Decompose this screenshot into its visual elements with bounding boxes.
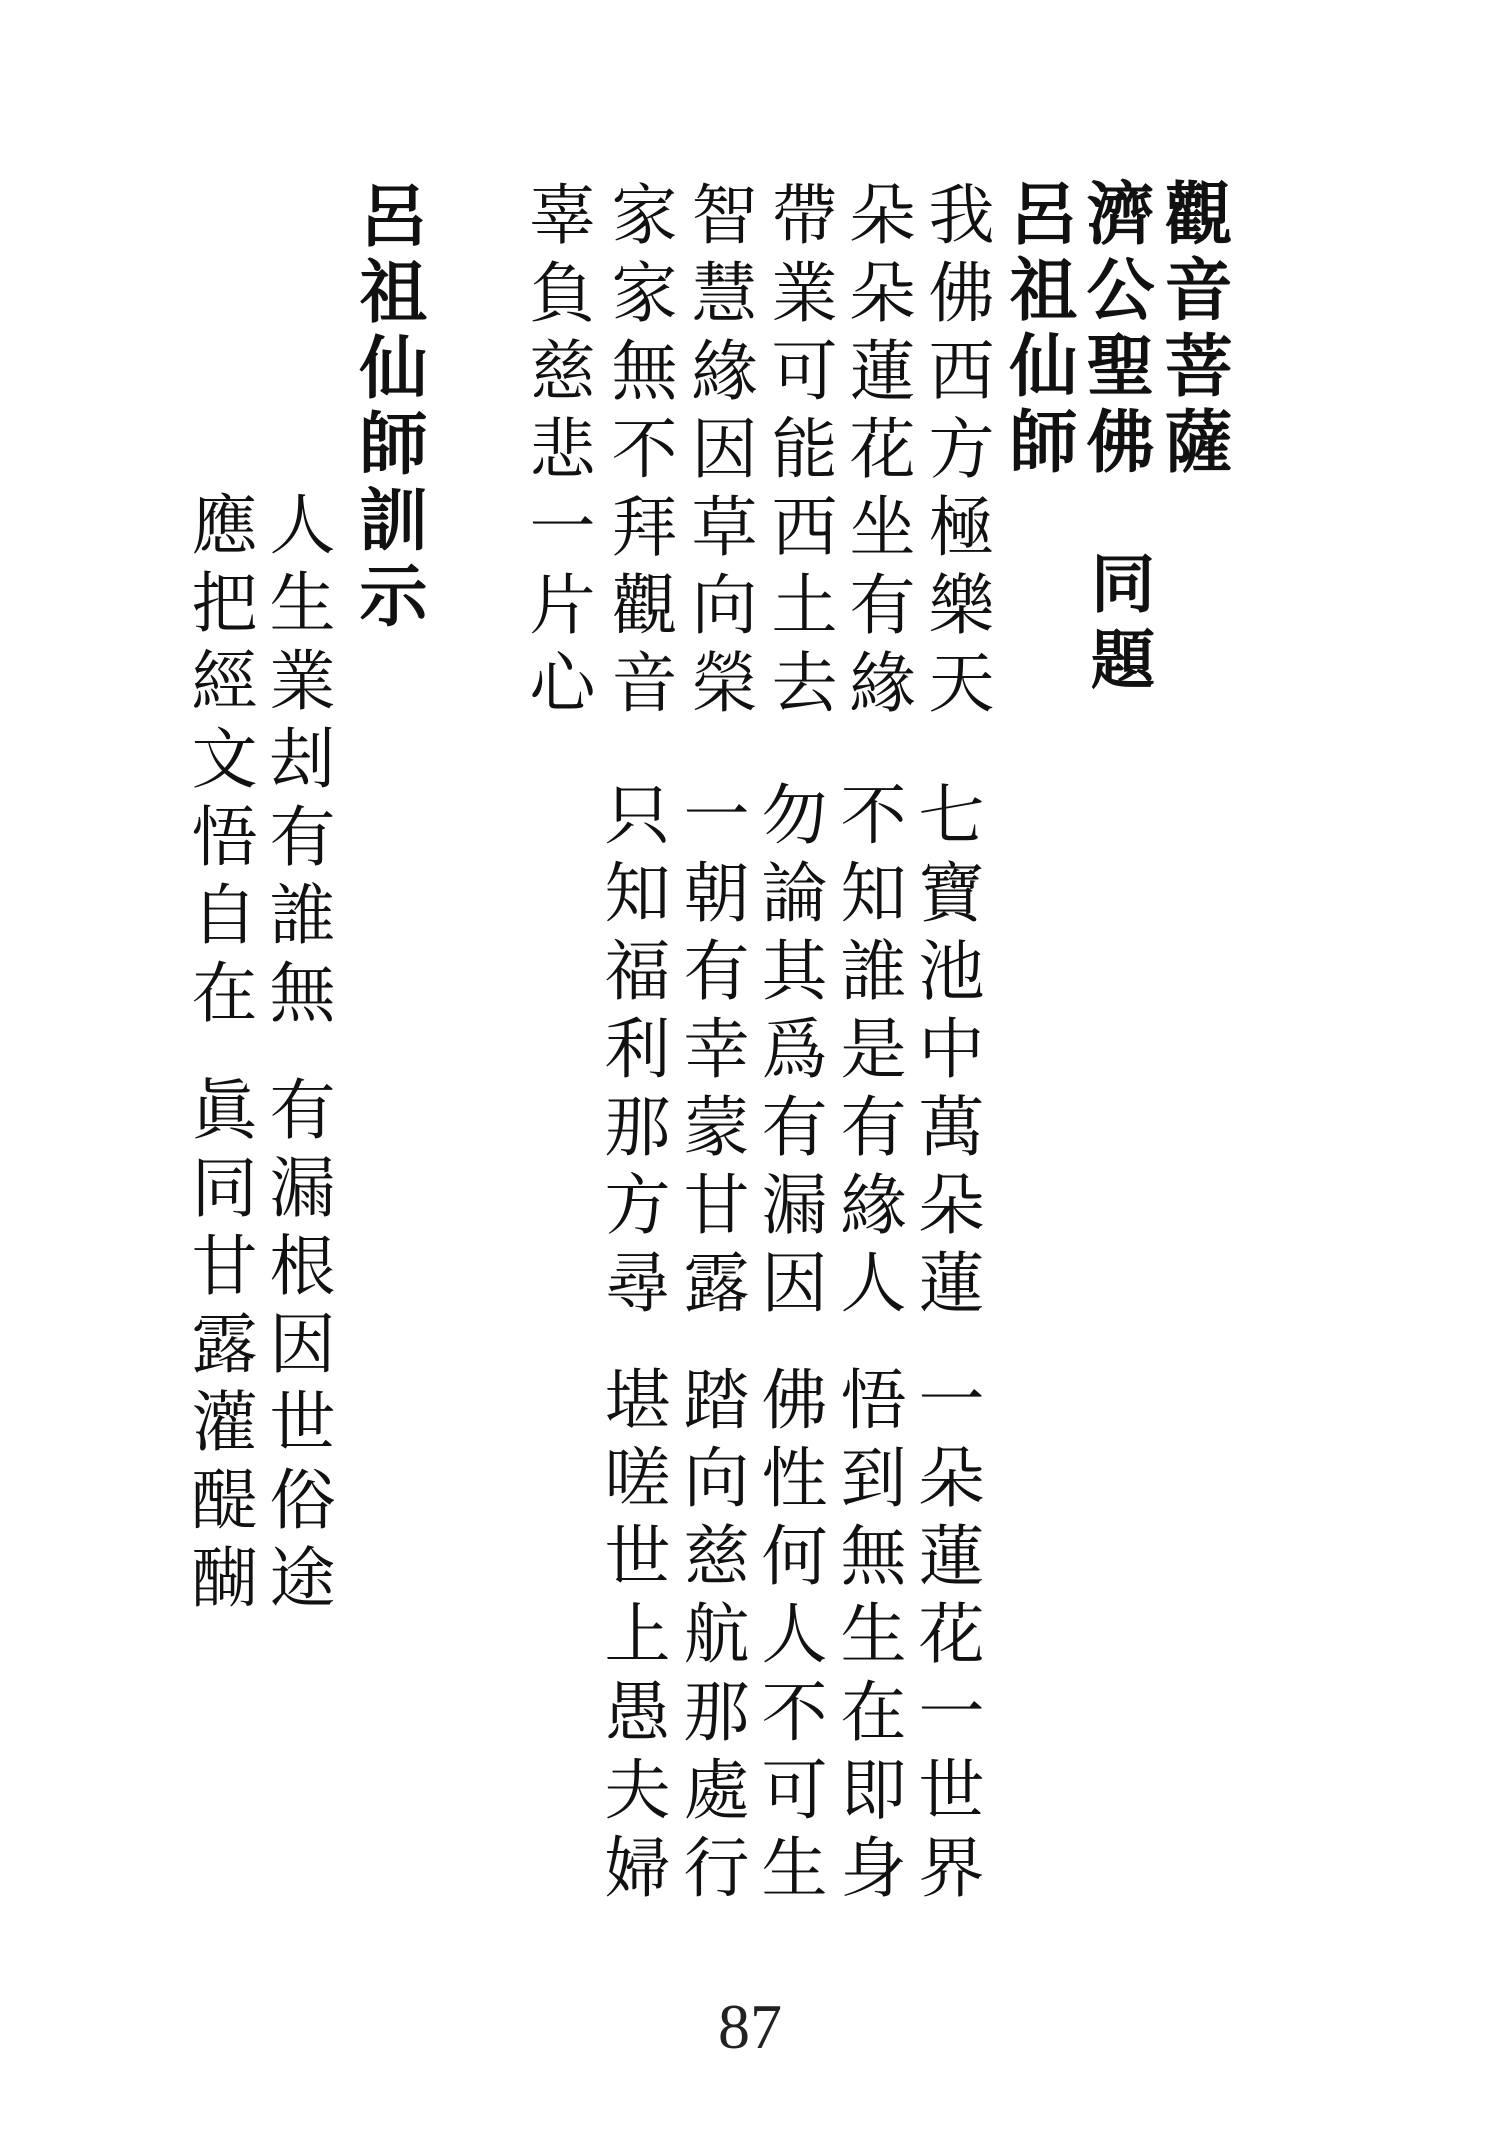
poem-c-line-4: 踏向慈航那處行 <box>672 1365 749 1911</box>
poem-c-line-5: 堪嗟世上愚夫婦 <box>593 1365 670 1911</box>
poem-a-line-4: 智慧緣因草向榮 <box>680 180 757 726</box>
heading-lvzu: 呂祖仙師 <box>998 178 1077 482</box>
instruction-b-line-1: 有漏根因世俗途 <box>258 1075 335 1621</box>
poem-a-line-6: 辜負慈悲一片心 <box>518 180 595 726</box>
poem-b-line-4: 一朝有幸蒙甘露 <box>672 780 749 1326</box>
poem-a-line-5: 家家無不拜觀音 <box>600 180 677 726</box>
same-title-label: 同題 <box>1080 550 1154 702</box>
heading-guanyin: 觀音菩薩 <box>1153 178 1232 482</box>
heading-lvzu-instruction: 呂祖仙師訓示 <box>348 180 427 636</box>
page-number: 87 <box>718 1991 782 2062</box>
poem-a-line-2: 朵朵蓮花坐有緣 <box>838 180 915 726</box>
poem-c-line-2: 悟到無生在即身 <box>829 1365 906 1911</box>
poem-b-line-2: 不知誰是有緣人 <box>829 780 906 1326</box>
poem-c-line-1: 一朵蓮花一世界 <box>907 1365 984 1911</box>
instruction-a-line-1: 人生業刦有誰無 <box>258 490 335 1036</box>
heading-jigong: 濟公聖佛 <box>1075 178 1154 482</box>
instruction-a-line-2: 應把經文悟自在 <box>180 490 257 1036</box>
instruction-b-line-2: 眞同甘露灌醍醐 <box>180 1075 257 1621</box>
poem-c-line-3: 佛性何人不可生 <box>750 1365 827 1911</box>
poem-b-line-3: 勿論其爲有漏因 <box>750 780 827 1326</box>
poem-a-line-3: 帶業可能西土去 <box>760 180 837 726</box>
poem-b-line-1: 七寶池中萬朵蓮 <box>907 780 984 1326</box>
poem-a-line-1: 我佛西方極樂天 <box>917 180 994 726</box>
poem-b-line-5: 只知福利那方尋 <box>593 780 670 1326</box>
